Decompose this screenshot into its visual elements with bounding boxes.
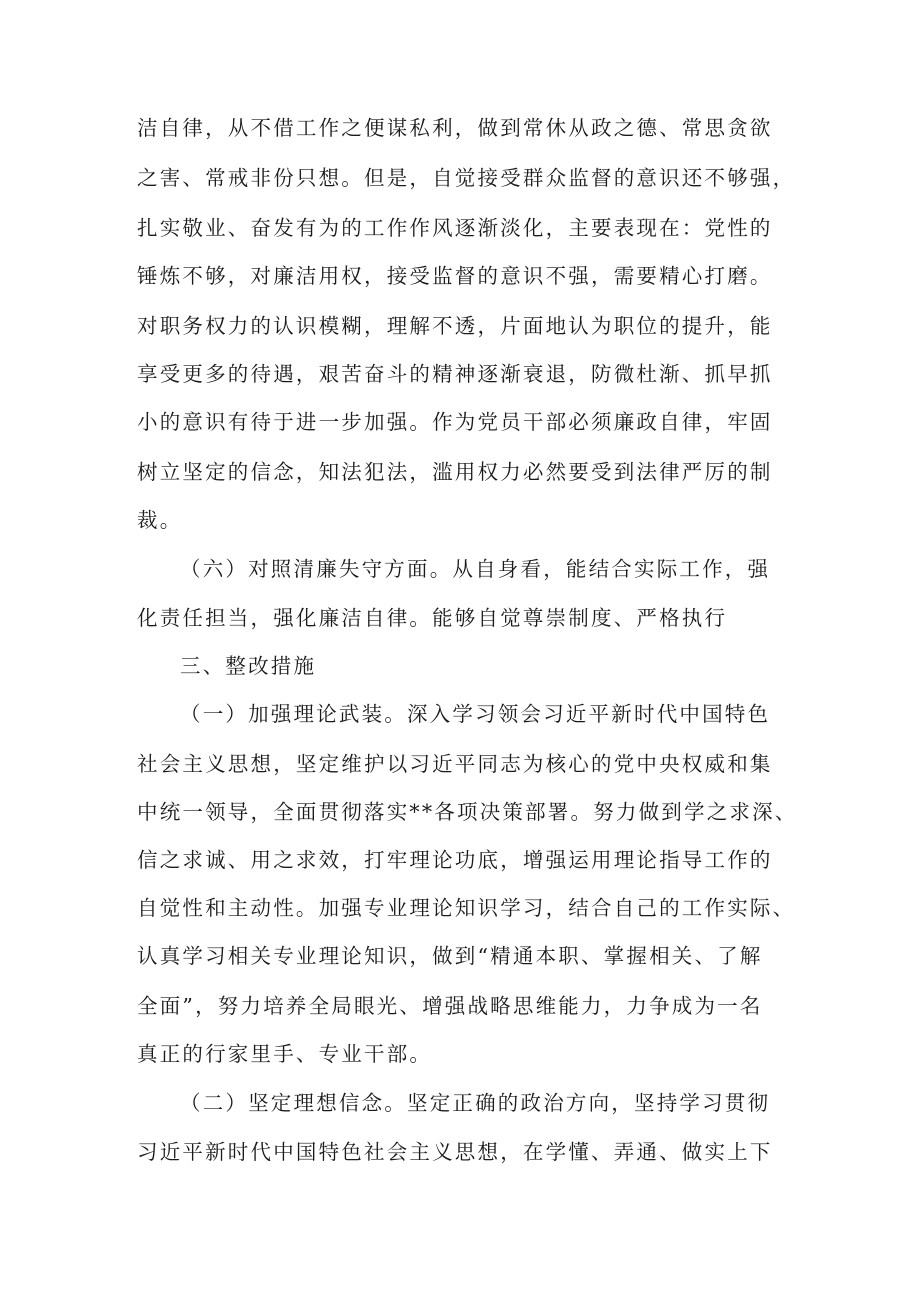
text-line: 洁自律，从不借工作之便谋私利，做到常休从政之德、常思贪欲 [137, 116, 773, 140]
text-line: 习近平新时代中国特色社会主义思想，在学懂、弄通、做实上下 [137, 1140, 773, 1164]
text-line: 中统一领导，全面贯彻落实**各项决策部署。努力做到学之求深、 [137, 800, 798, 824]
paragraph-six-heading: （六）对照清廉失守方面。从自身看，能结合实际工作，强 [180, 557, 771, 581]
text-line: 享受更多的待遇，艰苦奋斗的精神逐渐衰退，防微杜渐、抓早抓 [137, 362, 773, 386]
text-line: 真正的行家里手、专业干部。 [137, 1042, 433, 1066]
text-line: 小的意识有待于进一步加强。作为党员干部必须廉政自律，牢固 [137, 410, 773, 434]
text-line: 全面”，努力培养全局眼光、增强战略思维能力，力争成为一名 [137, 994, 763, 1018]
text-line: 锤炼不够，对廉洁用权，接受监督的意识不强，需要精心打磨。 [137, 264, 773, 288]
text-line: 树立坚定的信念，知法犯法，滥用权力必然要受到法律严厉的制 [137, 460, 773, 484]
text-line: 对职务权力的认识模糊，理解不透，片面地认为职位的提升，能 [137, 314, 773, 338]
text-line: 社会主义思想，坚定维护以习近平同志为核心的党中央权威和集 [137, 752, 773, 776]
text-line: 认真学习相关专业理论知识，做到“精通本职、掌握相关、了解 [137, 944, 763, 968]
text-line: 裁。 [137, 508, 183, 532]
text-line: 扎实敬业、奋发有为的工作作风逐渐淡化，主要表现在：党性的 [137, 216, 773, 240]
text-line: 之害、常戒非份只想。但是，自觉接受群众监督的意识还不够强， [137, 166, 796, 190]
text-line: 信之求诚、用之求效，打牢理论功底，增强运用理论指导工作的 [137, 848, 773, 872]
section-heading: 三、整改措施 [180, 654, 317, 678]
paragraph-one-heading: （一）加强理论武装。深入学习领会习近平新时代中国特色 [180, 702, 771, 726]
text-line: 化责任担当，强化廉洁自律。能够自觉尊崇制度、严格执行 [137, 606, 728, 630]
text-line: 自觉性和主动性。加强专业理论知识学习，结合自己的工作实际、 [137, 896, 796, 920]
paragraph-two-heading: （二）坚定理想信念。坚定正确的政治方向，坚持学习贯彻 [180, 1091, 771, 1115]
